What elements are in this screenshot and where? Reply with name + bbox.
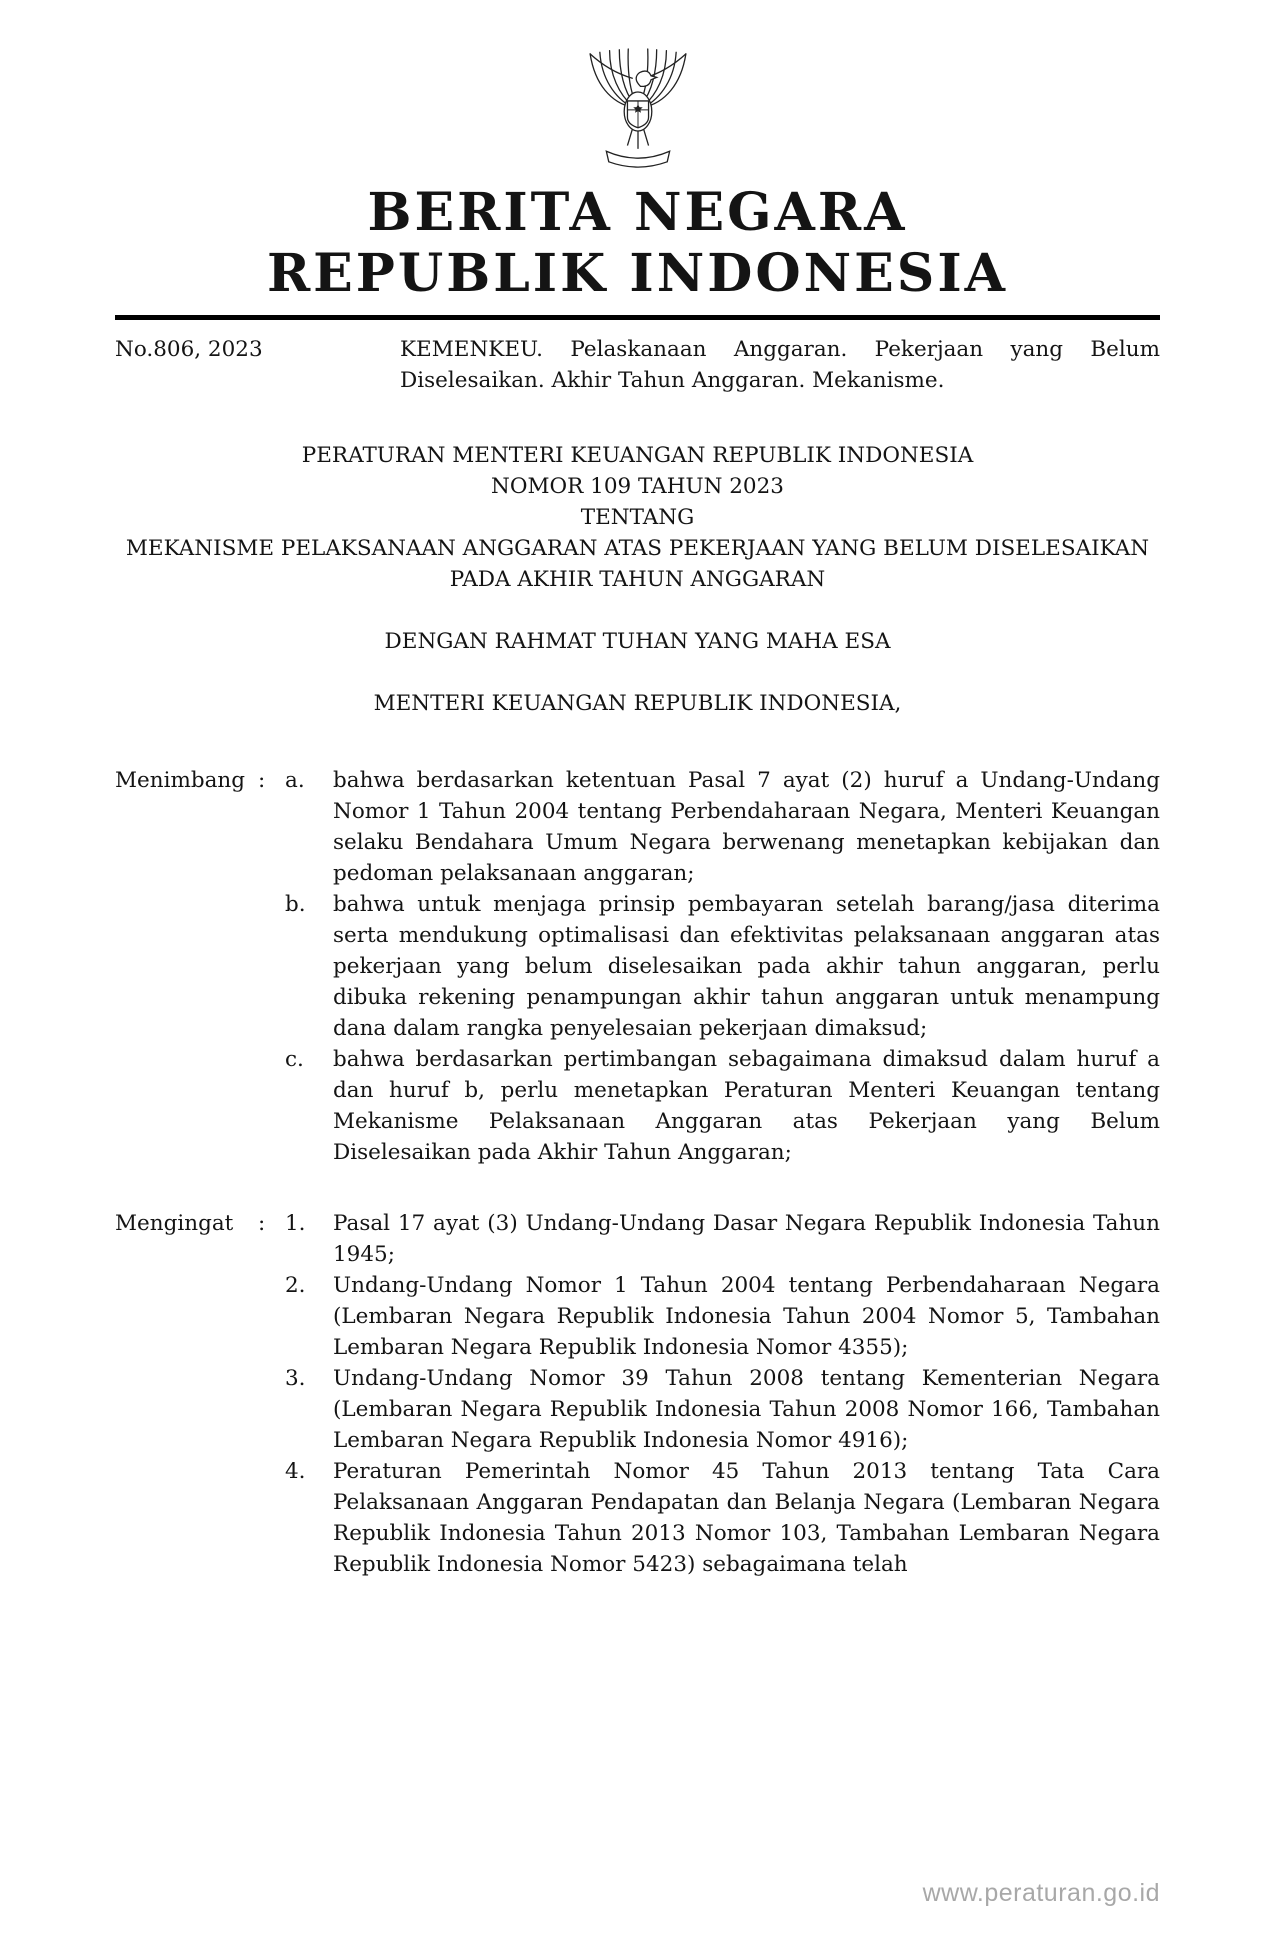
considering-label: Menimbang bbox=[115, 767, 246, 793]
regulation-title-line3: TENTANG bbox=[580, 504, 695, 530]
regulation-title-line4: MEKANISME PELAKSANAAN ANGGARAN ATAS PEKERJAAN YANG BELUM DISELESAIKAN PADA AKHIR TAHUN ANGGARAN bbox=[125, 535, 1150, 592]
gazette-number: No.806, 2023 bbox=[115, 336, 263, 362]
list-item bbox=[285, 889, 1160, 1044]
regulation-title-line2: NOMOR 109 TAHUN 2023 bbox=[491, 473, 784, 499]
item-text: Pasal 17 ayat (3) Undang-Undang Dasar Negara Republik Indonesia Tahun 1945; bbox=[333, 1210, 1160, 1267]
masthead-title-line1: BERITA NEGARA bbox=[367, 182, 908, 243]
recalling-label: Mengingat bbox=[115, 1210, 234, 1236]
garuda-emblem-icon bbox=[577, 159, 699, 178]
masthead-title bbox=[115, 182, 1160, 305]
recalling-items bbox=[285, 1208, 1160, 1580]
footer-watermark: www.peraturan.go.id bbox=[922, 1879, 1160, 1907]
item-marker: a. bbox=[285, 767, 305, 793]
list-item bbox=[285, 1270, 1160, 1363]
emblem-container bbox=[115, 36, 1160, 178]
masthead-title-line2: REPUBLIK INDONESIA bbox=[266, 243, 1009, 305]
gazette-subject: KEMENKEU. Pelaskanaan Anggaran. Pekerjaan yang Belum Diselesaikan. Akhir Tahun Anggaran. Mekanisme. bbox=[400, 336, 1160, 393]
item-marker: 3. bbox=[285, 1365, 306, 1391]
list-item bbox=[285, 765, 1160, 889]
considering-items bbox=[285, 765, 1160, 1168]
recalling-separator: : bbox=[258, 1210, 266, 1236]
item-text: bahwa berdasarkan ketentuan Pasal 7 ayat (2) huruf a Undang-Undang Nomor 1 Tahun 2004 tentang Perbendaharaan Negara, Menteri Keuangan selaku Bendahara Umum Negara berwenang menetapkan kebijakan dan pedoman pelaksanaan anggaran; bbox=[333, 767, 1160, 886]
item-marker: 4. bbox=[285, 1458, 306, 1484]
regulation-title-block bbox=[115, 440, 1160, 595]
considering-separator: : bbox=[258, 767, 266, 793]
invocation: DENGAN RAHMAT TUHAN YANG MAHA ESA bbox=[384, 628, 891, 654]
considering-section bbox=[115, 765, 1160, 1168]
item-marker: b. bbox=[285, 891, 306, 917]
item-text: Undang-Undang Nomor 39 Tahun 2008 tentang Kementerian Negara (Lembaran Negara Republik Indonesia Tahun 2008 Nomor 166, Tambahan Lembaran Negara Republik Indonesia Nomor 4916); bbox=[333, 1365, 1160, 1453]
item-marker: 2. bbox=[285, 1272, 306, 1298]
gazette-header bbox=[115, 334, 1160, 396]
regulation-title-line1: PERATURAN MENTERI KEUANGAN REPUBLIK INDONESIA bbox=[301, 442, 974, 468]
masthead-divider bbox=[115, 315, 1160, 320]
list-item bbox=[285, 1456, 1160, 1580]
list-item bbox=[285, 1044, 1160, 1168]
enacting-authority: MENTERI KEUANGAN REPUBLIK INDONESIA, bbox=[373, 690, 902, 716]
item-text: bahwa untuk menjaga prinsip pembayaran setelah barang/jasa diterima serta mendukung optimalisasi dan efektivitas pelaksanaan anggaran atas pekerjaan yang belum diselesaikan pada akhir tahun anggaran, perlu dibuka rekening penampungan akhir tahun anggaran untuk menampung dana dalam rangka penyelesaian pekerjaan dimaksud; bbox=[333, 891, 1160, 1041]
item-marker: 1. bbox=[285, 1210, 306, 1236]
list-item bbox=[285, 1363, 1160, 1456]
item-marker: c. bbox=[285, 1046, 304, 1072]
list-item bbox=[285, 1208, 1160, 1270]
item-text: Peraturan Pemerintah Nomor 45 Tahun 2013 tentang Tata Cara Pelaksanaan Anggaran Pendapatan dan Belanja Negara (Lembaran Negara Republik Indonesia Tahun 2013 Nomor 103, Tambahan Lembaran Negara Republik Indonesia Nomor 5423) sebagaimana telah bbox=[333, 1458, 1160, 1577]
recalling-section bbox=[115, 1208, 1160, 1580]
item-text: Undang-Undang Nomor 1 Tahun 2004 tentang Perbendaharaan Negara (Lembaran Negara Republik Indonesia Tahun 2004 Nomor 5, Tambahan Lembaran Negara Republik Indonesia Nomor 4355); bbox=[333, 1272, 1160, 1360]
item-text: bahwa berdasarkan pertimbangan sebagaimana dimaksud dalam huruf a dan huruf b, perlu menetapkan Peraturan Menteri Keuangan tentang Mekanisme Pelaksanaan Anggaran atas Pekerjaan yang Belum Diselesaikan pada Akhir Tahun Anggaran; bbox=[333, 1046, 1160, 1165]
